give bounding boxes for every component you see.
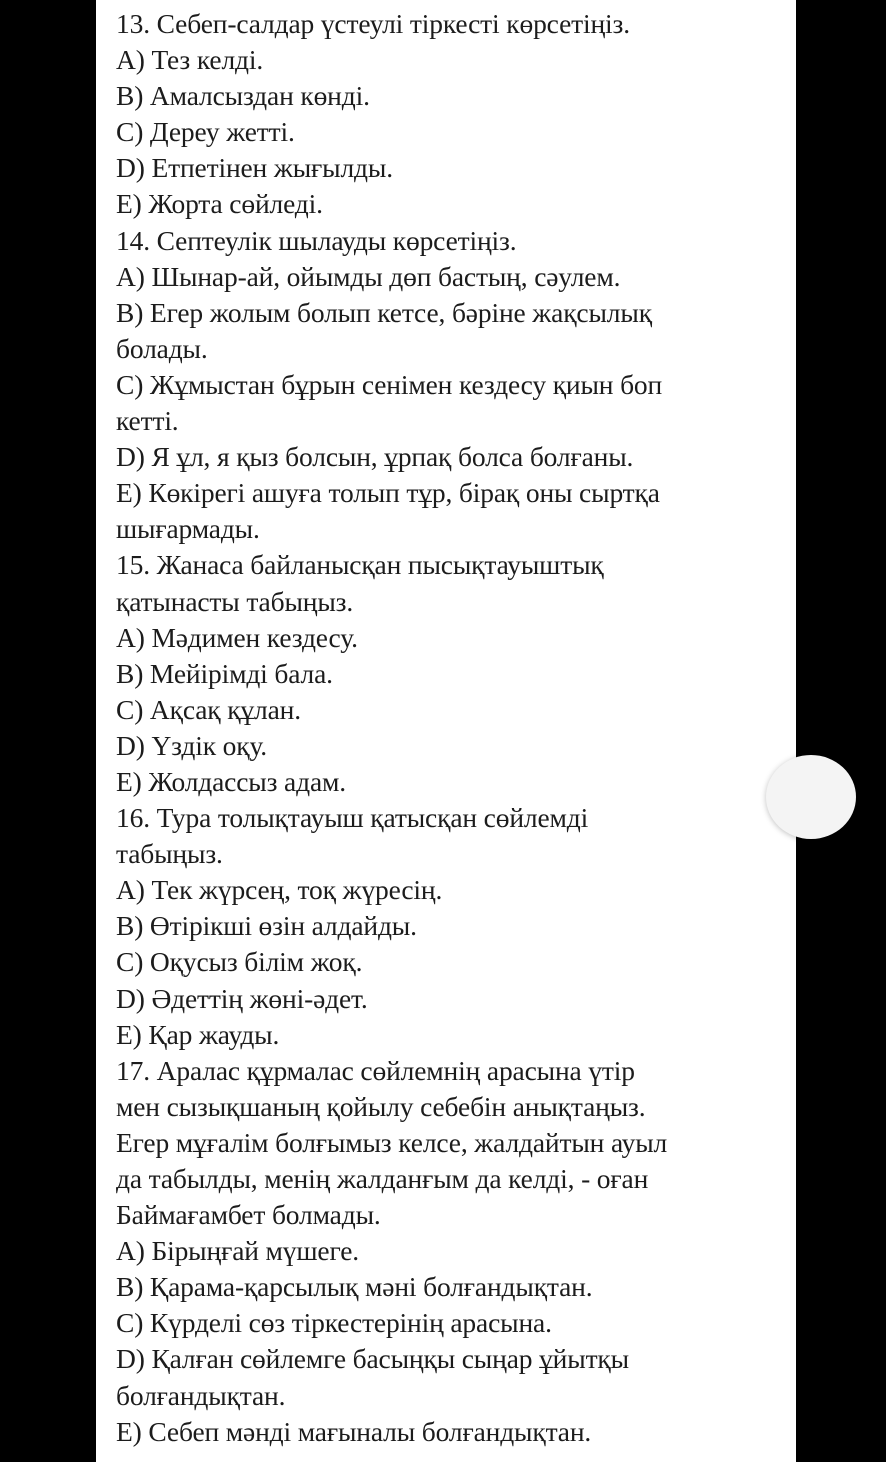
question-17-example: да табылды, менің жалданғым да келді, - оған	[116, 1163, 649, 1194]
answer-option: E) Қар жауды.	[116, 1018, 280, 1050]
question-17-example: Егер мұғалім болғымыз келсе, жалдайтын ауыл	[116, 1126, 668, 1158]
answer-option: C) Жұмыстан бұрын сенімен кездесу қиын боп	[116, 368, 663, 400]
answer-option: D) Әдеттің жөні-әдет.	[116, 982, 368, 1014]
answer-option: A) Тек жүрсең, тоқ жүресің.	[116, 874, 443, 906]
answer-option: C) Дереу жетті.	[116, 116, 295, 148]
answer-option-continued: кетті.	[116, 405, 179, 437]
answer-option: B) Қарама-қарсылық мәні болғандықтан.	[116, 1271, 593, 1303]
answer-option: C) Оқусыз білім жоқ.	[116, 946, 363, 978]
question-16: 16. Тура толықтауыш қатысқан сөйлемді	[116, 802, 589, 834]
scroll-handle[interactable]	[766, 755, 856, 839]
question-13: 13. Себеп-салдар үстеулі тіркесті көрсетіңіз.	[116, 8, 630, 39]
answer-option: E) Жорта сөйледі.	[116, 188, 323, 220]
answer-option-continued: шығармады.	[116, 513, 260, 545]
answer-option: A) Шынар-ай, ойымды дөп бастың, сәулем.	[116, 260, 621, 292]
answer-option: D) Етпетінен жығылды.	[116, 152, 393, 184]
answer-option: E) Себеп мәнді мағыналы болғандықтан.	[116, 1415, 592, 1447]
answer-option: D) Қалған сөйлемге басыңқы сыңар ұйытқы	[116, 1343, 629, 1375]
question-14: 14. Септеулік шылауды көрсетіңіз.	[116, 224, 517, 256]
question-15-continued: қатынасты табыңыз.	[116, 585, 354, 617]
answer-option: D) Я ұл, я қыз болсын, ұрпақ болса болғаны.	[116, 441, 634, 473]
question-17-example: Баймағамбет болмады.	[116, 1199, 381, 1231]
answer-option: B) Амалсыздан көнді.	[116, 80, 370, 112]
document-page	[96, 0, 796, 1462]
answer-option: E) Жолдассыз адам.	[116, 765, 346, 797]
answer-option: B) Өтірікші өзін алдайды.	[116, 910, 417, 942]
question-17-continued: мен сызықшаның қойылу себебін анықтаңыз.	[116, 1090, 646, 1122]
answer-option: B) Егер жолым болып кетсе, бәріне жақсылық	[116, 296, 652, 328]
question-15: 15. Жанаса байланысқан пысықтауыштық	[116, 549, 604, 581]
document-text	[116, 6, 786, 1450]
answer-option-continued: болады.	[116, 332, 208, 364]
answer-option: B) Мейірімді бала.	[116, 657, 333, 689]
answer-option: A) Тез келді.	[116, 44, 264, 76]
answer-option-continued: болғандықтан.	[116, 1379, 286, 1411]
answer-option: A) Мәдимен кездесу.	[116, 621, 358, 653]
question-16-continued: табыңыз.	[116, 838, 223, 870]
answer-option: C) Күрделі сөз тіркестерінің арасына.	[116, 1307, 552, 1339]
question-17: 17. Аралас құрмалас сөйлемнің арасына үтір	[116, 1054, 635, 1086]
answer-option: D) Үздік оқу.	[116, 729, 268, 761]
answer-option: A) Бірыңғай мүшеге.	[116, 1235, 360, 1267]
answer-option: C) Ақсақ құлан.	[116, 693, 301, 725]
answer-option: E) Көкірегі ашуға толып тұр, бірақ оны сыртқа	[116, 477, 660, 509]
